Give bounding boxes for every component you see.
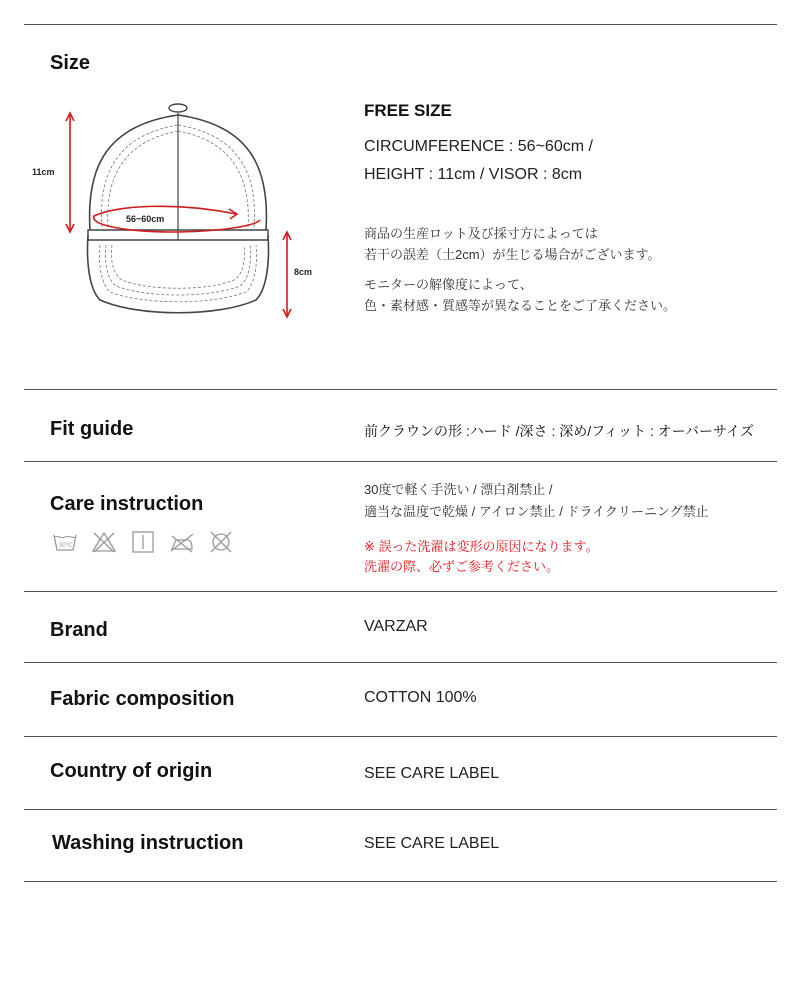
no-bleach-icon [91, 530, 117, 554]
divider [24, 662, 777, 663]
circumference-label: 56~60cm [126, 214, 165, 224]
fit-guide-value: 前クラウンの形 :ハード /深さ : 深め/フィット : オーバーサイズ [364, 423, 754, 439]
note-monitor-line2: 色・素材感・質感等が異なることをご了承ください。 [364, 298, 677, 313]
care-warning-line1: ※ 誤った洗濯は変形の原因になります。 [364, 539, 599, 554]
note-monitor-line1: モニターの解像度によって、 [364, 277, 533, 292]
divider [24, 809, 777, 810]
care-line1: 30度で軽く手洗い / 漂白剤禁止 / [364, 482, 553, 497]
circumference-text: CIRCUMFERENCE : 56~60cm / [364, 138, 593, 155]
fabric-label: Fabric composition [50, 688, 235, 710]
brand-label: Brand [50, 619, 108, 641]
height-label: 11cm [32, 167, 55, 177]
divider [24, 736, 777, 737]
origin-label: Country of origin [50, 760, 213, 782]
origin-value: SEE CARE LABEL [364, 765, 500, 782]
note-lot-line1: 商品の生産ロット及び採寸方によっては [364, 226, 598, 241]
svg-text:30℃: 30℃ [59, 543, 73, 549]
free-size-title: FREE SIZE [364, 101, 452, 120]
washing-label: Washing instruction [52, 832, 244, 854]
divider [24, 881, 777, 882]
care-line2: 適当な温度で乾燥 / アイロン禁止 / ドライクリーニング禁止 [364, 504, 709, 519]
size-heading: Size [50, 52, 91, 74]
cap-size-diagram [28, 95, 328, 325]
no-dry-clean-icon [208, 530, 234, 554]
care-warning-line2: 洗濯の際、必ずご参考ください。 [364, 559, 560, 574]
hand-wash-30-icon [52, 530, 78, 554]
note-lot-line2: 若干の誤差（土2cm）が生じる場合がございます。 [364, 247, 661, 262]
tumble-dry-icon [130, 530, 156, 554]
visor-label: 8cm [294, 267, 313, 277]
care-icons [52, 530, 234, 554]
fabric-value: COTTON 100% [364, 689, 477, 706]
fit-guide-label: Fit guide [50, 418, 134, 440]
no-iron-icon [169, 530, 195, 554]
divider [24, 461, 777, 462]
brand-value: VARZAR [364, 618, 428, 635]
height-text: HEIGHT : 11cm / VISOR : 8cm [364, 166, 583, 183]
care-instruction-label: Care instruction [50, 493, 204, 515]
divider [24, 24, 777, 25]
washing-value: SEE CARE LABEL [364, 835, 500, 852]
divider [24, 591, 777, 592]
divider [24, 389, 777, 390]
